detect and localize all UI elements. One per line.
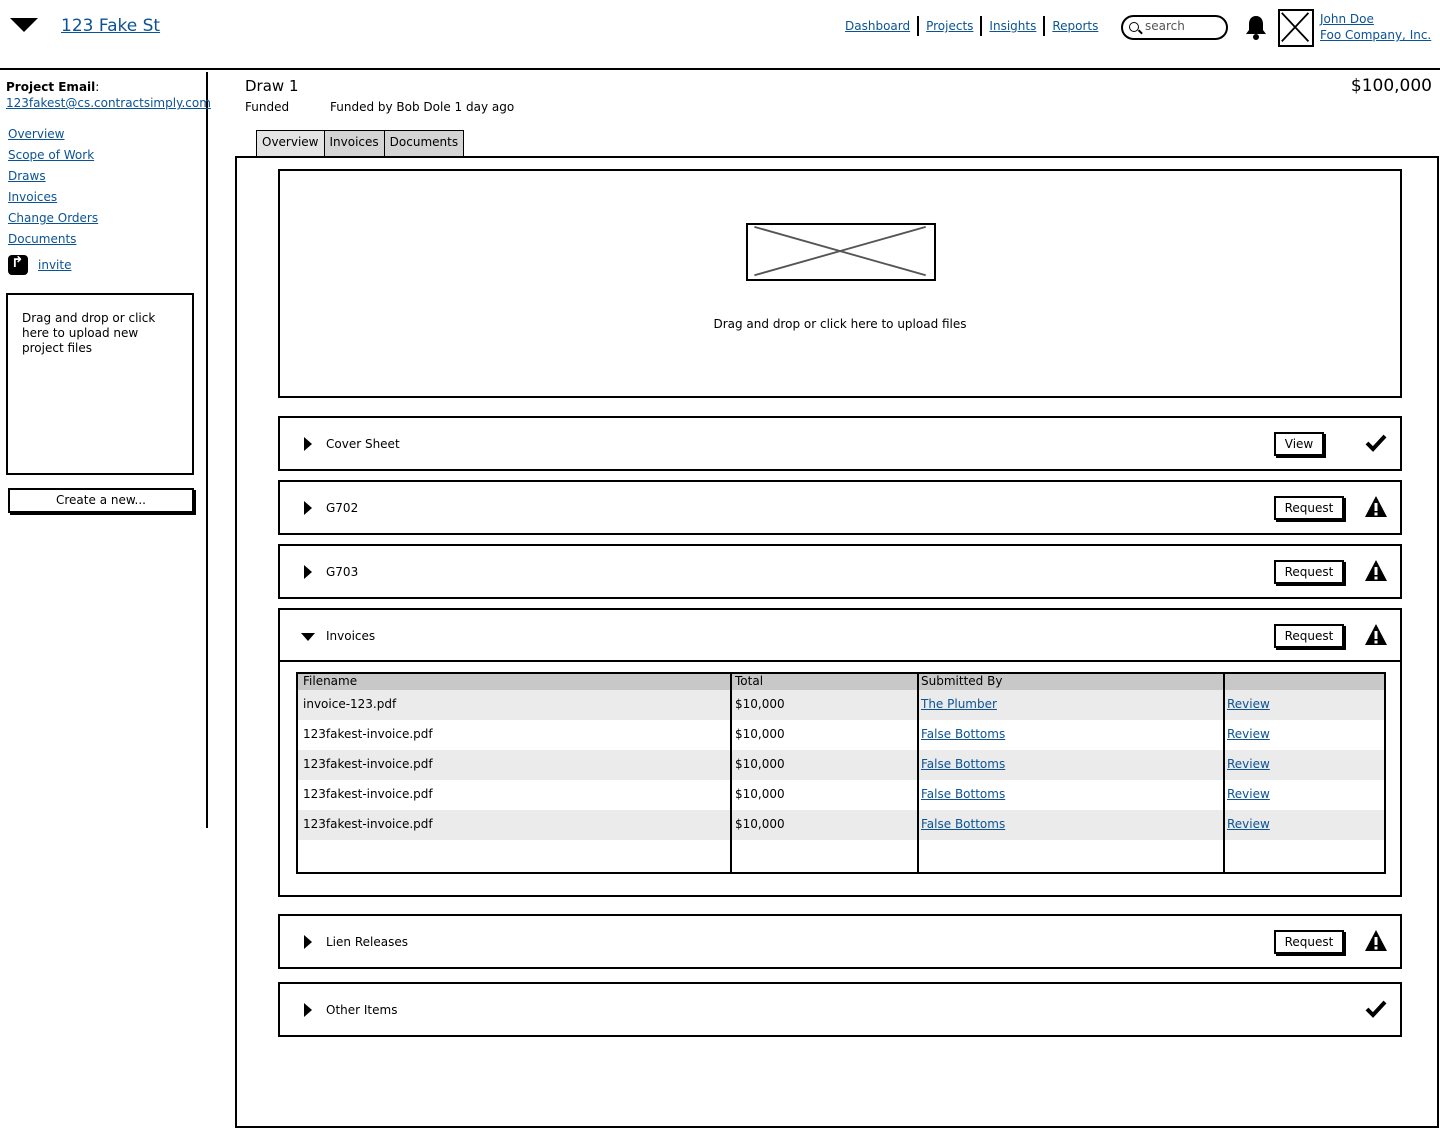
tab-documents[interactable]: Documents [384,130,464,156]
draw-amount: $100,000 [1350,76,1432,96]
nav-dashboard[interactable]: Dashboard [845,19,911,33]
table-row [298,720,1384,750]
review-link[interactable]: Review [1227,817,1270,831]
sidebar [0,72,211,828]
expand-arrow-icon[interactable] [304,437,312,451]
nav-projects[interactable]: Projects [926,19,974,33]
invite-link[interactable]: invite [38,258,72,272]
total-cell: $10,000 [735,727,785,741]
filename-cell: 123fakest-invoice.pdf [303,727,433,741]
invoices-table [296,672,1386,874]
submitted-by-link[interactable]: False Bottoms [921,787,1006,801]
sidebar-item-draws[interactable]: Draws [8,169,46,183]
check-icon [1364,431,1388,455]
review-link[interactable]: Review [1227,727,1270,741]
user-info [1320,11,1431,43]
sidebar-item-overview[interactable]: Overview [8,127,65,141]
filename-cell: 123fakest-invoice.pdf [303,757,433,771]
column-divider [917,674,919,872]
section-invoices [278,608,1402,897]
section-other-items [278,982,1402,1037]
submitted-by-link[interactable]: False Bottoms [921,727,1006,741]
upload-caption: Drag and drop or click here to upload files [713,317,967,331]
column-header-submitted-by[interactable]: Submitted By [921,674,1003,688]
total-cell: $10,000 [735,817,785,831]
draw-status: Funded [245,100,290,114]
project-title-link[interactable]: 123 Fake St [61,16,161,36]
table-row [298,810,1384,840]
column-header-filename[interactable]: Filename [303,674,358,688]
sidebar-item-documents[interactable]: Documents [8,232,77,246]
expand-arrow-icon[interactable] [304,501,312,515]
section-label[interactable]: Invoices [326,629,376,643]
sidebar-item-scope-of-work[interactable]: Scope of Work [8,148,95,162]
funded-by-text: Funded by Bob Dole 1 day ago [330,100,515,114]
review-link[interactable]: Review [1227,787,1270,801]
warning-icon [1364,495,1388,519]
filename-cell: 123fakest-invoice.pdf [303,817,433,831]
nav-separator [917,16,919,36]
warning-icon [1364,929,1388,953]
table-row [298,780,1384,810]
table-header [298,674,1384,690]
image-placeholder [746,223,936,281]
column-divider [1223,674,1225,872]
create-new-button[interactable]: Create a new... [8,488,194,513]
project-email-label: Project Email: [6,80,100,94]
total-cell: $10,000 [735,697,785,711]
sidebar-item-invoices[interactable]: Invoices [8,190,58,204]
expand-arrow-icon[interactable] [304,1003,312,1017]
section-label[interactable]: Other Items [326,1003,398,1017]
sidebar-links [8,124,98,250]
upload-dropzone[interactable] [278,169,1402,398]
share-icon [8,255,28,275]
nav-reports[interactable]: Reports [1052,19,1099,33]
request-button[interactable]: Request [1274,496,1344,520]
request-button[interactable]: Request [1274,930,1344,954]
tab-overview[interactable]: Overview [256,130,325,156]
column-divider [730,674,732,872]
section-label[interactable]: Lien Releases [326,935,408,949]
check-icon [1364,997,1388,1021]
sidebar-item-change-orders[interactable]: Change Orders [8,211,99,225]
filename-cell: invoice-123.pdf [303,697,397,711]
table-row [298,690,1384,720]
avatar-placeholder[interactable] [1278,9,1314,47]
review-link[interactable]: Review [1227,757,1270,771]
warning-icon [1364,559,1388,583]
section-label[interactable]: G703 [326,565,359,579]
section-g703 [278,544,1402,599]
warning-icon [1364,623,1388,647]
section-label[interactable]: Cover Sheet [326,437,400,451]
submitted-by-link[interactable]: The Plumber [921,697,997,711]
tab-bar [256,130,463,156]
company-link[interactable]: Foo Company, Inc. [1320,28,1432,42]
table-row [298,750,1384,780]
search-icon [1129,22,1139,32]
submitted-by-link[interactable]: False Bottoms [921,817,1006,831]
invite-row[interactable] [8,255,71,275]
request-button[interactable]: Request [1274,624,1344,648]
section-lien-releases [278,914,1402,969]
tab-invoices[interactable]: Invoices [324,130,385,156]
column-header-total[interactable]: Total [735,674,764,688]
nav-separator [1043,16,1045,36]
user-name-link[interactable]: John Doe [1320,12,1374,26]
bell-icon[interactable] [1244,14,1268,40]
expand-arrow-icon[interactable] [304,935,312,949]
total-cell: $10,000 [735,787,785,801]
search-input[interactable] [1121,15,1228,40]
section-g702 [278,480,1402,535]
menu-dropdown-icon[interactable] [10,18,38,32]
expand-arrow-icon[interactable] [304,565,312,579]
total-cell: $10,000 [735,757,785,771]
main-nav [845,16,1098,36]
review-link[interactable]: Review [1227,697,1270,711]
project-files-dropzone[interactable]: Drag and drop or click here to upload new project files [6,293,194,475]
draw-title: Draw 1 [245,77,299,95]
submitted-by-link[interactable]: False Bottoms [921,757,1006,771]
top-header [0,0,1440,70]
filename-cell: 123fakest-invoice.pdf [303,787,433,801]
view-button[interactable]: View [1274,432,1324,456]
section-label[interactable]: G702 [326,501,359,515]
section-cover-sheet [278,416,1402,471]
collapse-arrow-icon[interactable] [301,633,315,641]
nav-insights[interactable]: Insights [989,19,1037,33]
divider [280,660,1400,662]
request-button[interactable]: Request [1274,560,1344,584]
search-placeholder: search [1145,19,1185,33]
nav-separator [980,16,982,36]
project-email-link[interactable]: 123fakest@cs.contractsimply.com [6,96,211,110]
